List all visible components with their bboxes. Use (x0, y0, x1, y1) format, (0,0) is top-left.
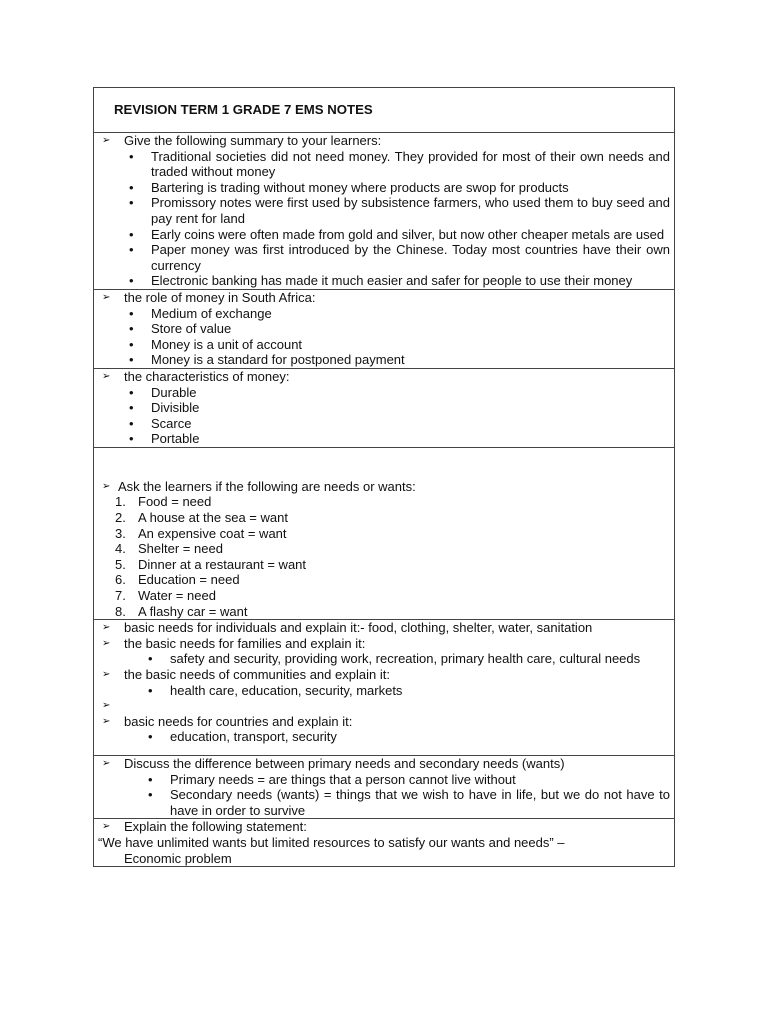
list-item: • safety and security, providing work, recreation, primary health care, cultural needs (148, 651, 641, 667)
communities-list (98, 683, 670, 699)
list-item: • Paper money was first introduced by the Chinese. Today most countries have their own currency (129, 242, 670, 273)
characteristics-list (98, 385, 670, 447)
list-item: 1. Food = need (115, 494, 212, 510)
list-item: • education, transport, security (148, 729, 337, 745)
families-list (98, 651, 670, 667)
list-item: • Scarce (129, 415, 192, 431)
role-heading: ➢ the role of money in South Africa: (102, 289, 316, 305)
arrow-bullet-icon: ➢ (102, 757, 111, 769)
families-heading: ➢ the basic needs for families and explain it: (102, 635, 366, 651)
list-item: 6. Education = need (115, 572, 240, 588)
document-title: REVISION TERM 1 GRADE 7 EMS NOTES (94, 88, 675, 133)
needs-wants-row (94, 447, 675, 619)
summary-list (98, 149, 670, 289)
list-item: • Portable (129, 431, 200, 447)
role-list (98, 306, 670, 368)
empty-line (98, 698, 670, 714)
list-item: 7. Water = need (115, 588, 216, 604)
list-item: • Durable (129, 384, 197, 400)
list-item: • Primary needs = are things that a person cannot live without (148, 771, 516, 787)
list-item: 3. An expensive coat = want (115, 525, 287, 541)
needs-wants-list (98, 494, 670, 619)
list-item: • Traditional societies did not need money. They provided for most of their own needs and traded without money (129, 148, 670, 180)
list-item: • Divisible (129, 400, 200, 416)
statement-row (94, 819, 675, 867)
list-item: • Store of value (129, 321, 232, 337)
list-item: • Early coins were often made from gold and silver, but now other cheaper metals are used (129, 226, 665, 242)
list-item: • Medium of exchange (129, 305, 272, 321)
countries-list (98, 729, 670, 745)
notes-document (93, 87, 675, 867)
communities-heading: ➢ the basic needs of communities and explain it: (102, 667, 390, 682)
list-item: 2. A house at the sea = want (115, 510, 288, 526)
arrow-bullet-icon: ➢ (102, 291, 111, 303)
title-row (94, 88, 675, 133)
list-item: • Electronic banking has made it much easier and safer for people to use their money (129, 273, 633, 289)
individuals-line: ➢ basic needs for individuals and explain it:- food, clothing, shelter, water, sanitation (102, 620, 593, 636)
list-item: 4. Shelter = need (115, 541, 223, 557)
primary-secondary-list (98, 772, 670, 819)
list-item: • Secondary needs (wants) = things that we wish to have in life, but we do not have to have in order to survive (148, 787, 670, 818)
notes-table (93, 87, 675, 867)
statement-heading: ➢ Explain the following statement: (102, 819, 307, 835)
characteristics-heading: ➢ the characteristics of money: (102, 368, 290, 384)
arrow-bullet-icon: ➢ (102, 637, 111, 649)
arrow-bullet-icon: ➢ (102, 370, 111, 382)
list-item: • Promissory notes were first used by subsistence farmers, who used them to buy seed and pay rent for land (129, 195, 670, 226)
summary-row (94, 133, 675, 290)
arrow-bullet-icon: ➢ (102, 622, 111, 634)
statement-continuation: Economic problem (124, 850, 232, 866)
list-item: • health care, education, security, markets (148, 682, 403, 698)
primary-secondary-row (94, 755, 675, 818)
needs-wants-heading: ➢ Ask the learners if the following are needs or wants: (102, 478, 416, 494)
countries-heading: ➢ basic needs for countries and explain it: (102, 713, 353, 729)
statement-quote: “We have unlimited wants but limited resources to satisfy our wants and needs” – (98, 834, 565, 850)
role-row (94, 289, 675, 368)
list-item: • Money is a standard for postponed payment (129, 352, 405, 368)
arrow-bullet-icon: ➢ (102, 669, 111, 680)
basic-needs-row (94, 620, 675, 756)
arrow-bullet-icon: ➢ (102, 135, 111, 146)
list-item: 8. A flashy car = want (115, 603, 248, 619)
list-item: 5. Dinner at a restaurant = want (115, 556, 307, 572)
summary-heading: ➢ Give the following summary to your learners: (102, 133, 382, 148)
primary-secondary-heading: ➢ Discuss the difference between primary needs and secondary needs (wants) (102, 755, 565, 771)
arrow-bullet-icon: ➢ (102, 700, 111, 712)
arrow-bullet-icon: ➢ (102, 821, 111, 833)
list-item: • Money is a unit of account (129, 336, 303, 352)
arrow-bullet-icon: ➢ (102, 715, 111, 727)
list-item: • Bartering is trading without money where products are swop for products (129, 179, 569, 195)
arrow-bullet-icon: ➢ (102, 480, 111, 492)
characteristics-row (94, 368, 675, 447)
